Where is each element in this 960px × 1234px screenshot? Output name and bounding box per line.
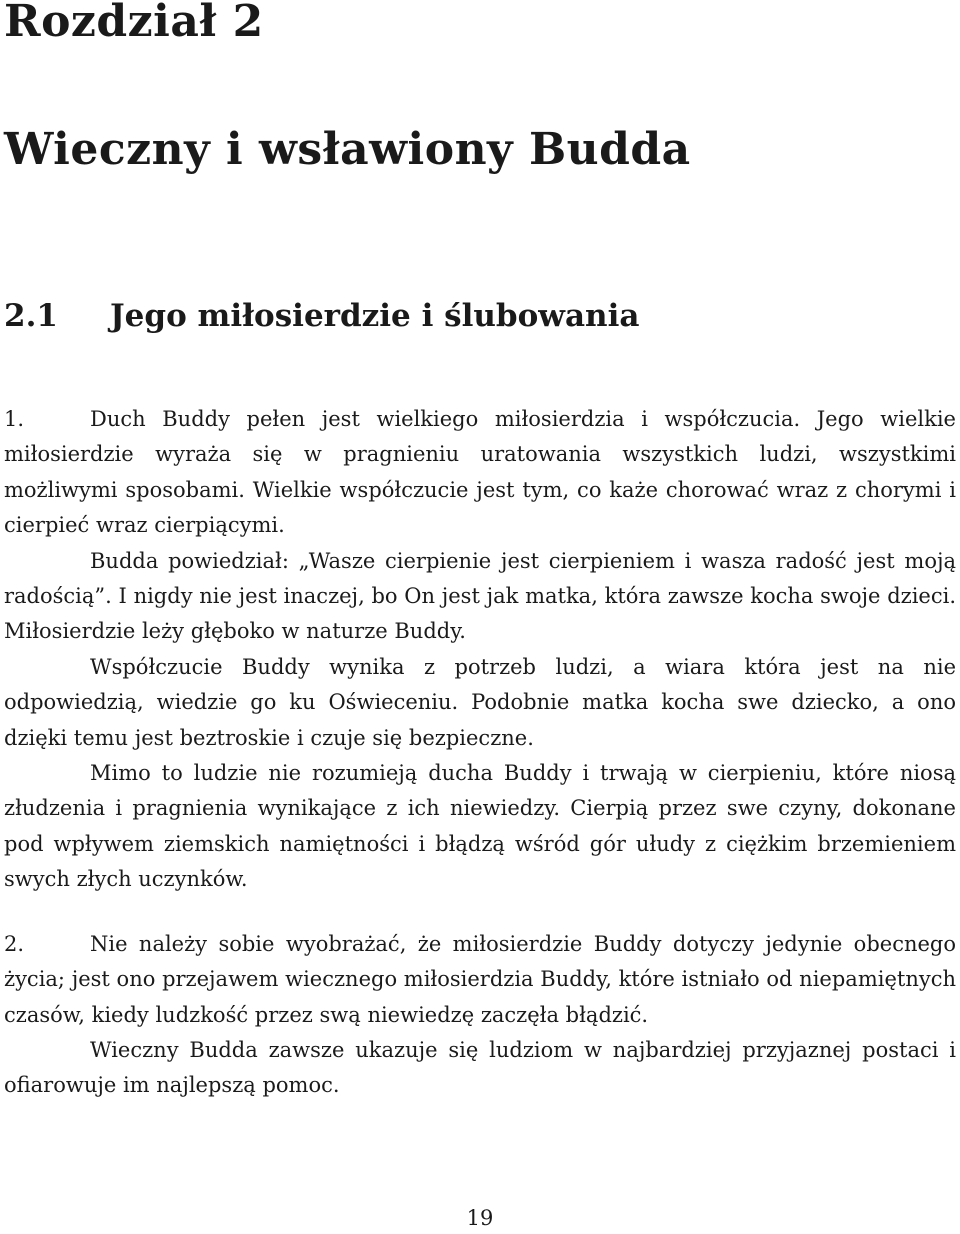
paragraph: Mimo to ludzie nie rozumieją ducha Buddy i trwają w cierpieniu, które niosą złudzenia i pragnienia wynikające z ich niewiedzy. Cierpią przez swe czyny, dokonane pod wpływem ziemskich namiętności i błądzą wśród gór ułudy z ciężkim brzemieniem swych złych uczynków.	[4, 761, 956, 892]
paragraph: Budda powiedział: „Wasze cierpienie jest cierpieniem i wasza radość jest moją radością”. I nigdy nie jest inaczej, bo On jest jak matka, która zawsze kocha swoje dzieci. Miłosierdzie leży głęboko w naturze Buddy.	[4, 548, 956, 644]
paragraph	[4, 927, 956, 1033]
paragraph-number: 1.	[4, 407, 25, 431]
paragraph	[4, 402, 956, 544]
page-number: 19	[466, 1206, 494, 1230]
chapter-label: Rozdział 2	[4, 0, 264, 47]
paragraph: Współczucie Buddy wynika z potrzeb ludzi, a wiara która jest na nie odpowiedzią, wiedzie go ku Oświeceniu. Podobnie matka kocha swe dziecko, a ono dzięki temu jest beztroskie i czuje się bezpieczne.	[4, 654, 956, 750]
paragraph-text: Nie należy sobie wyobrażać, że miłosierdzie Buddy dotyczy jedynie obecnego życia; jest ono przejawem wiecznego miłosierdzia Buddy, które istniało od niepamiętnych czasów, kiedy ludzkość przez swą niewiedzę zaczęła błądzić.	[4, 931, 956, 1027]
paragraph-number: 2.	[4, 931, 25, 956]
paragraph: Wieczny Budda zawsze ukazuje się ludziom w najbardziej przyjaznej postaci i ofiarowuje im najlepszą pomoc.	[4, 1037, 956, 1098]
paragraph-text: Duch Buddy pełen jest wielkiego miłosierdzia i współczucia. Jego wielkie miłosierdzie wyraża się w pragnieniu uratowania wszystkich ludzi, wszystkimi możliwymi sposobami. Wielkie współczucie jest tym, co każe chorować wraz z chorymi i cierpieć wraz cierpiącymi.	[4, 407, 956, 538]
section-number: 2.1	[4, 298, 58, 334]
section-title: Jego miłosierdzie i ślubowania	[110, 298, 640, 334]
body-text	[4, 402, 956, 1104]
chapter-title: Wieczny i wsławiony Budda	[4, 124, 691, 175]
section-heading	[4, 298, 639, 334]
